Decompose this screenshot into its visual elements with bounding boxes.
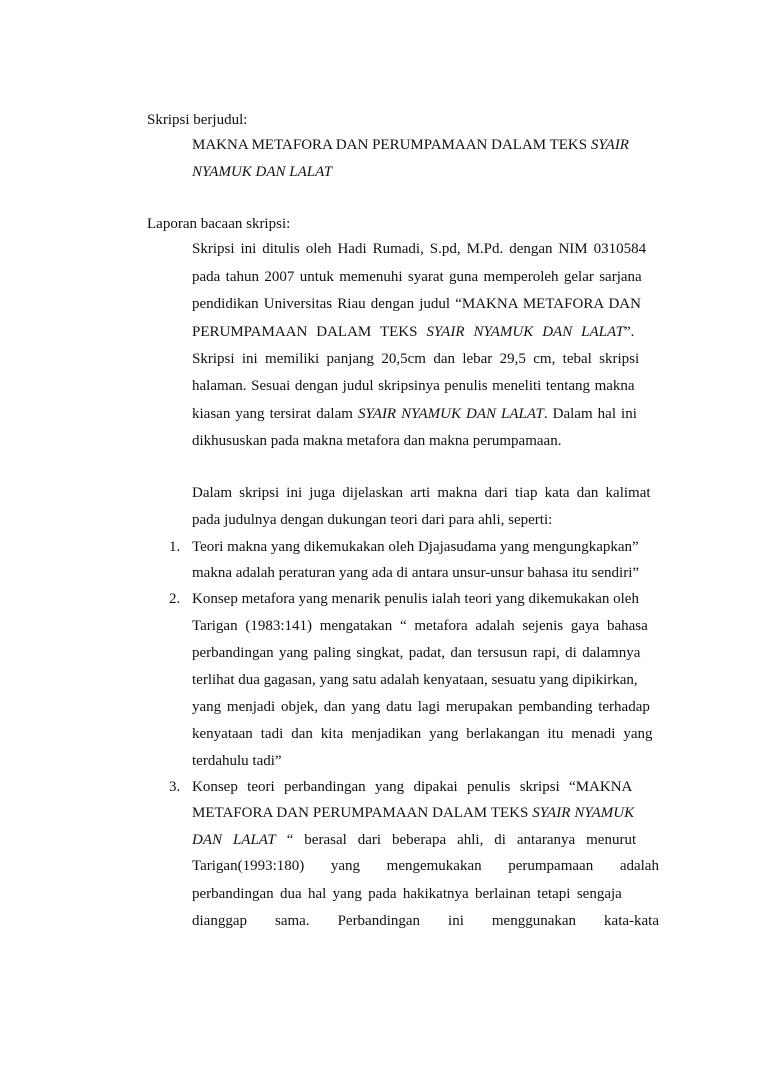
list-item-line: perbandingan yang paling singkat, padat, dan tersusun rapi, di dalamnya — [192, 645, 641, 661]
paragraph1-line: pada tahun 2007 untuk memenuhi syarat guna memperoleh gelar sarjana — [192, 269, 642, 285]
list-number: 1. — [169, 539, 181, 555]
list-item-line: Konsep metafora yang menarik penulis ialah teori yang dikemukakan oleh — [192, 591, 639, 607]
title-line-2: NYAMUK DAN LALAT — [192, 164, 333, 180]
list-item-line: makna adalah peraturan yang ada di antara unsur-unsur bahasa itu sendiri” — [192, 565, 640, 581]
paragraph1-line: pendidikan Universitas Riau dengan judul “MAKNA METAFORA DAN — [192, 296, 641, 312]
title-line-1 — [192, 135, 659, 155]
list-item-line: terdahulu tadi” — [192, 753, 282, 769]
heading-skripsi-berjudul: Skripsi berjudul: — [147, 112, 248, 128]
paragraph1-line: Skripsi ini memiliki panjang 20,5cm dan lebar 29,5 cm, tebal skripsi — [192, 351, 640, 367]
list-item-line: perbandingan dua hal yang pada hakikatnya berlainan tetapi sengaja — [192, 886, 622, 902]
list-item-line: kenyataan tadi dan kita menjadikan yang berlakangan itu menadi yang — [192, 726, 653, 742]
list-number: 2. — [169, 591, 181, 607]
list-item-line: Tarigan (1983:141) mengatakan “ metafora adalah sejenis gaya bahasa — [192, 618, 648, 634]
paragraph1-line: kiasan yang tersirat dalam SYAIR NYAMUK DAN LALAT. Dalam hal ini — [192, 406, 637, 422]
title-text: MAKNA METAFORA DAN PERUMPAMAAN DALAM TEKS SYAIR — [192, 137, 629, 153]
paragraph1-line: PERUMPAMAAN DALAM TEKS SYAIR NYAMUK DAN LALAT”. — [192, 324, 635, 340]
list-item-line: terlihat dua gagasan, yang satu adalah kenyataan, sesuatu yang dipikirkan, — [192, 672, 638, 688]
list-item-line-justified: Tarigan(1993:180) yang mengemukakan perumpamaan adalah — [192, 858, 659, 874]
paragraph1-line: Skripsi ini ditulis oleh Hadi Rumadi, S.pd, M.Pd. dengan NIM 0310584 — [192, 241, 647, 257]
list-item-line: METAFORA DAN PERUMPAMAAN DALAM TEKS SYAIR NYAMUK — [192, 805, 635, 821]
paragraph2-line: Dalam skripsi ini juga dijelaskan arti makna dari tiap kata dan kalimat — [192, 485, 651, 501]
paragraph2-line: pada judulnya dengan dukungan teori dari para ahli, seperti: — [192, 512, 553, 528]
heading-laporan-bacaan: Laporan bacaan skripsi: — [147, 216, 291, 232]
paragraph1-line: dikhususkan pada makna metafora dan makna perumpamaan. — [192, 433, 562, 449]
list-item-line: Teori makna yang dikemukakan oleh Djajasudama yang mengungkapkan” — [192, 539, 639, 555]
list-item-line: DAN LALAT “ berasal dari beberapa ahli, di antaranya menurut — [192, 832, 637, 848]
list-item-line: Konsep teori perbandingan yang dipakai penulis skripsi “MAKNA — [192, 779, 633, 795]
list-number: 3. — [169, 779, 181, 795]
paragraph1-line: halaman. Sesuai dengan judul skripsinya penulis meneliti tentang makna — [192, 378, 635, 394]
list-item-line: yang menjadi objek, dan yang datu lagi merupakan pembanding terhadap — [192, 699, 650, 715]
list-item-line-justified: dianggap sama. Perbandingan ini menggunakan kata-kata — [192, 913, 659, 929]
